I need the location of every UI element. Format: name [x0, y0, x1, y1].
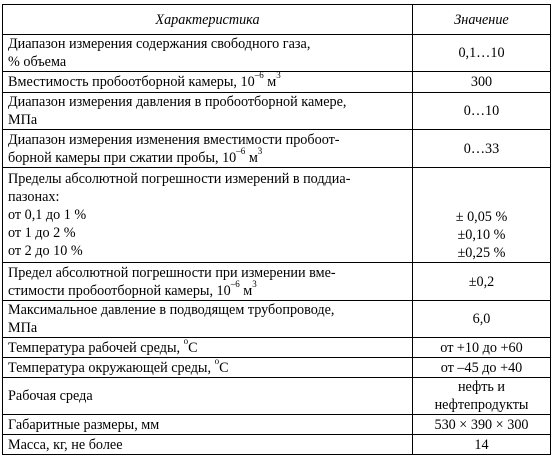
characteristic-cell [3, 72, 413, 93]
unit-text: С [219, 359, 229, 376]
value-cell: 530 × 390 × 300 [413, 415, 551, 435]
exponent: –6 [236, 145, 246, 156]
value-cell: 14 [413, 435, 551, 455]
characteristic-cell [3, 35, 413, 72]
exponent: 3 [257, 145, 263, 156]
degree-sign: о [214, 355, 220, 366]
unit-text: м [239, 282, 253, 299]
table-row [3, 35, 551, 72]
characteristic-cell: Масса, кг, не более [3, 435, 413, 455]
characteristic-text: Диапазон измерения давления в пробоотборной камере, [8, 94, 347, 110]
characteristic-text: МПа [8, 320, 38, 336]
subrange-value: ±0,25 % [457, 245, 506, 261]
table-row [3, 263, 551, 301]
characteristic-cell [3, 168, 413, 263]
table-row [3, 358, 551, 378]
unit-text: м [245, 149, 258, 166]
characteristic-text: Вместимость пробоотборной камеры, 10 [8, 74, 255, 90]
characteristic-text: % объема [8, 54, 67, 70]
header-characteristic: Характеристика [3, 5, 413, 35]
table-row [3, 378, 551, 415]
table-row [3, 338, 551, 358]
table-row [3, 415, 551, 435]
subrange-label: от 0,1 до 1 % [8, 207, 87, 223]
characteristic-text: борной камеры при сжатии пробы, 10 [8, 149, 237, 166]
value-cell [413, 378, 551, 415]
value-cell [413, 168, 551, 263]
characteristic-cell [3, 93, 413, 130]
unit-text: С [188, 339, 198, 356]
characteristic-cell [3, 335, 413, 358]
characteristic-text: Пределы абсолютной погрешности измерений в поддиа- [8, 171, 351, 187]
characteristic-cell [3, 355, 413, 378]
degree-sign: о [183, 335, 189, 346]
value-cell: ±0,2 [413, 263, 551, 301]
value-cell: от –45 до +40 [413, 358, 551, 378]
characteristic-text: Температура рабочей среды, [8, 339, 184, 356]
subrange-value: ±0,10 % [457, 227, 506, 243]
characteristic-text: МПа [8, 112, 38, 128]
characteristic-text: Предел абсолютной погрешности при измерении вме- [8, 264, 336, 281]
exponent: 3 [276, 70, 281, 81]
specifications-table [2, 4, 551, 455]
table-row [3, 301, 551, 338]
characteristic-text: Диапазон измерения изменения вместимости пробоот- [8, 131, 340, 148]
subrange-label: от 1 до 2 % [8, 225, 76, 241]
value-cell: от +10 до +60 [413, 338, 551, 358]
value-cell: 0…33 [413, 130, 551, 168]
value-text: нефть и [457, 379, 506, 395]
value-cell: 300 [413, 72, 551, 93]
characteristic-text: стимости пробоотборной камеры, 10 [8, 282, 231, 299]
value-cell: 0…10 [413, 93, 551, 130]
subrange-value: ± 0,05 % [455, 209, 508, 225]
header-value: Значение [413, 5, 551, 35]
exponent: –6 [254, 70, 264, 81]
characteristic-cell [3, 263, 413, 301]
characteristic-cell: Габаритные размеры, мм [3, 415, 413, 435]
characteristic-text: Максимальное давление в подводящем трубопроводе, [8, 302, 335, 318]
exponent: –6 [230, 278, 240, 289]
value-text: нефтепродукты [434, 397, 529, 413]
table-header-row [3, 5, 551, 35]
table-row [3, 72, 551, 93]
subrange-label: от 2 до 10 % [8, 243, 83, 259]
table-row [3, 130, 551, 168]
characteristic-text: Температура окружающей среды, [8, 359, 215, 376]
characteristic-cell [3, 130, 413, 168]
exponent: 3 [252, 278, 257, 289]
characteristic-cell: Рабочая среда [3, 378, 413, 415]
table-row [3, 93, 551, 130]
table-row [3, 168, 551, 263]
value-cell: 6,0 [413, 301, 551, 338]
characteristic-cell [3, 301, 413, 338]
unit-text: м [263, 74, 277, 90]
characteristic-text: Диапазон измерения содержания свободного газа, [8, 36, 311, 52]
characteristic-text: пазонах: [8, 189, 60, 205]
table-row [3, 435, 551, 455]
value-cell: 0,1…10 [413, 35, 551, 72]
